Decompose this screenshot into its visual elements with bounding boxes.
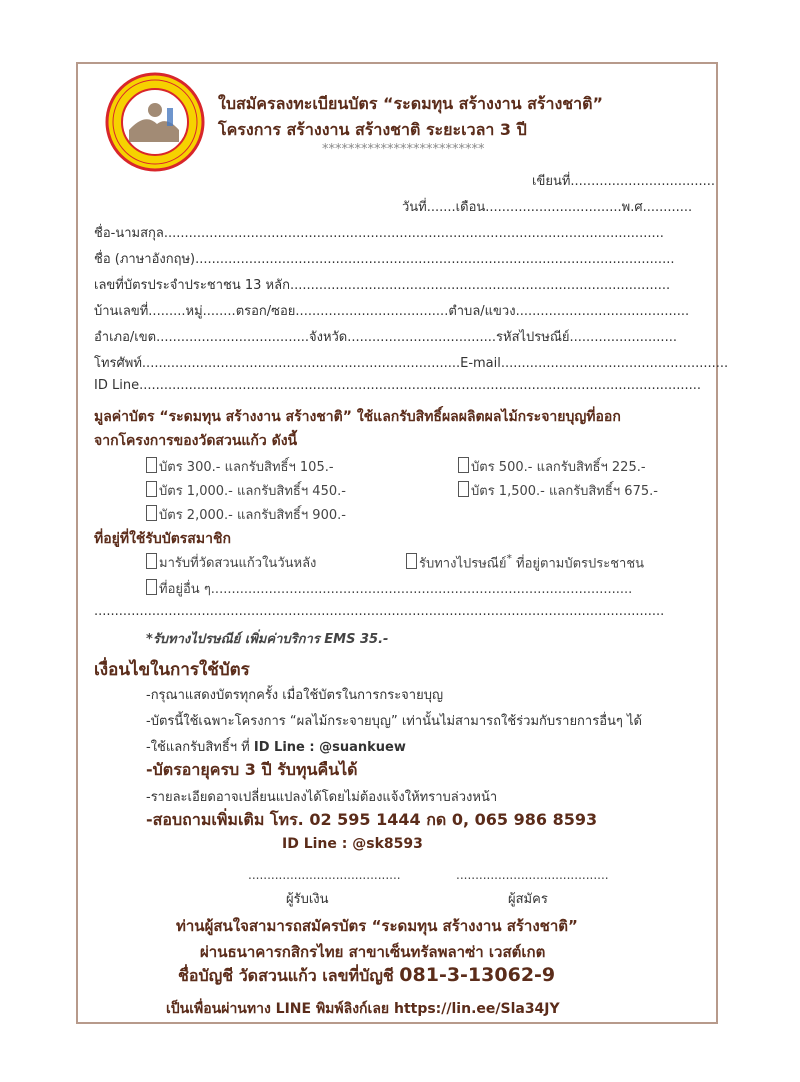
delivery-heading: ที่อยู่ที่ใช้รับบัตรสมาชิก — [94, 531, 231, 547]
option-1000[interactable]: บัตร 1,000.- แลกรับสิทธิ์ฯ 450.- — [146, 480, 346, 501]
conditions-heading: เงื่อนไขในการใช้บัตร — [94, 660, 250, 680]
mail-option[interactable]: รับทางไปรษณีย์* ที่อยู่ตามบัตรประชาชน — [406, 552, 644, 573]
receiver-label: ผู้รับเงิน — [286, 892, 329, 907]
written-at-field[interactable]: เขียนที่................................... — [532, 174, 716, 189]
footer-bank: ผ่านธนาคารกสิกรไทย สาขาเซ็นทรัลพลาซ่า เวสต์เกต — [200, 943, 546, 961]
phone-email-field[interactable]: โทรศัพท์.............................................................................E-mail....................................................... — [94, 356, 729, 371]
pickup-option[interactable]: มารับที่วัดสวนแก้วในวันหลัง — [146, 552, 316, 573]
ems-note: *รับทางไปรษณีย์ เพิ่มค่าบริการ EMS 35.- — [146, 632, 389, 647]
checkbox[interactable] — [458, 481, 469, 497]
option-500[interactable]: บัตร 500.- แลกรับสิทธิ์ฯ 225.- — [458, 456, 646, 477]
name-field[interactable]: ชื่อ-นามสกุล......................................................................................................................... — [94, 226, 664, 241]
star-divider: ************************* — [322, 142, 485, 157]
address-field[interactable]: บ้านเลขที่.........หมู่........ตรอก/ซอย.....................................ตำบล/แขวง.......................................... — [94, 304, 690, 319]
checkbox[interactable] — [146, 505, 157, 521]
checkbox[interactable] — [146, 553, 157, 569]
checkbox[interactable] — [146, 579, 157, 595]
checkbox[interactable] — [406, 553, 417, 569]
footer-line-1: ท่านผู้สนใจสามารถสมัครบัตร “ระดมทุน สร้างงาน สร้างชาติ” — [176, 917, 578, 935]
english-name-field[interactable]: ชื่อ (ภาษาอังกฤษ).................................................................................................................... — [94, 252, 675, 267]
checkbox[interactable] — [146, 457, 157, 473]
line-id-field[interactable]: ID Line........................................................................................................................................ — [94, 378, 702, 393]
condition-5: -รายละเอียดอาจเปลี่ยนแปลงได้โดยไม่ต้องแจ้งให้ทราบล่วงหน้า — [146, 790, 498, 805]
applicant-signature-line[interactable]: ........................................ — [456, 868, 609, 882]
checkbox[interactable] — [146, 481, 157, 497]
district-field[interactable]: อำเภอ/เขต.....................................จังหวัด....................................รหัสไปรษณีย์.......................... — [94, 330, 677, 345]
condition-4: -บัตรอายุครบ 3 ปี รับทุนคืนได้ — [146, 760, 358, 779]
project-subtitle: โครงการ สร้างงาน สร้างชาติ ระยะเวลา 3 ปี — [218, 120, 527, 139]
footer-line-link[interactable]: เป็นเพื่อนผ่านทาง LINE พิมพ์ลิงก์เลย https://lin.ee/Sla34JY — [166, 1001, 560, 1017]
id-card-field[interactable]: เลขที่บัตรประจำประชาชน 13 หลัก............................................................................................ — [94, 278, 671, 293]
value-heading: มูลค่าบัตร “ระดมทุน สร้างงาน สร้างชาติ” ใช้แลกรับสิทธิ์ผลผลิตผลไม้กระจายบุญที่ออก — [94, 409, 621, 425]
condition-2: -บัตรนี้ใช้เฉพาะโครงการ “ผลไม้กระจายบุญ” เท่านั้นไม่สามารถใช้ร่วมกับรายการอื่นๆ ได้ — [146, 714, 642, 729]
receiver-signature-line[interactable]: ........................................ — [248, 868, 401, 882]
option-1500[interactable]: บัตร 1,500.- แลกรับสิทธิ์ฯ 675.- — [458, 480, 658, 501]
condition-1: -กรุณาแสดงบัตรทุกครั้ง เมื่อใช้บัตรในการกระจายบุญ — [146, 688, 444, 703]
other-address-line[interactable]: .......................................................................................................................................... — [94, 604, 665, 619]
checkbox[interactable] — [458, 457, 469, 473]
form-title: ใบสมัครลงทะเบียนบัตร “ระดมทุน สร้างงาน สร้างชาติ” — [218, 94, 604, 113]
footer-account: ชื่อบัญชี วัดสวนแก้ว เลขที่บัญชี 081-3-13062-9 — [178, 964, 556, 986]
date-field[interactable]: วันที่.......เดือน.................................พ.ศ............ — [402, 200, 693, 215]
condition-3: -ใช้แลกรับสิทธิ์ฯ ที่ ID Line : @suankuew — [146, 740, 406, 755]
contact-line-id: ID Line : @sk8593 — [282, 836, 423, 852]
option-300[interactable]: บัตร 300.- แลกรับสิทธิ์ฯ 105.- — [146, 456, 334, 477]
option-2000[interactable]: บัตร 2,000.- แลกรับสิทธิ์ฯ 900.- — [146, 504, 346, 525]
applicant-label: ผู้สมัคร — [508, 892, 548, 907]
condition-6: -สอบถามเพิ่มเติม โทร. 02 595 1444 กด 0, 065 986 8593 — [146, 810, 598, 829]
temple-seal-logo — [105, 72, 205, 172]
value-heading-2: จากโครงการของวัดสวนแก้ว ดังนี้ — [94, 433, 298, 449]
other-address-option[interactable]: ที่อยู่อื่น ๆ...................................................................................................... — [146, 578, 632, 599]
